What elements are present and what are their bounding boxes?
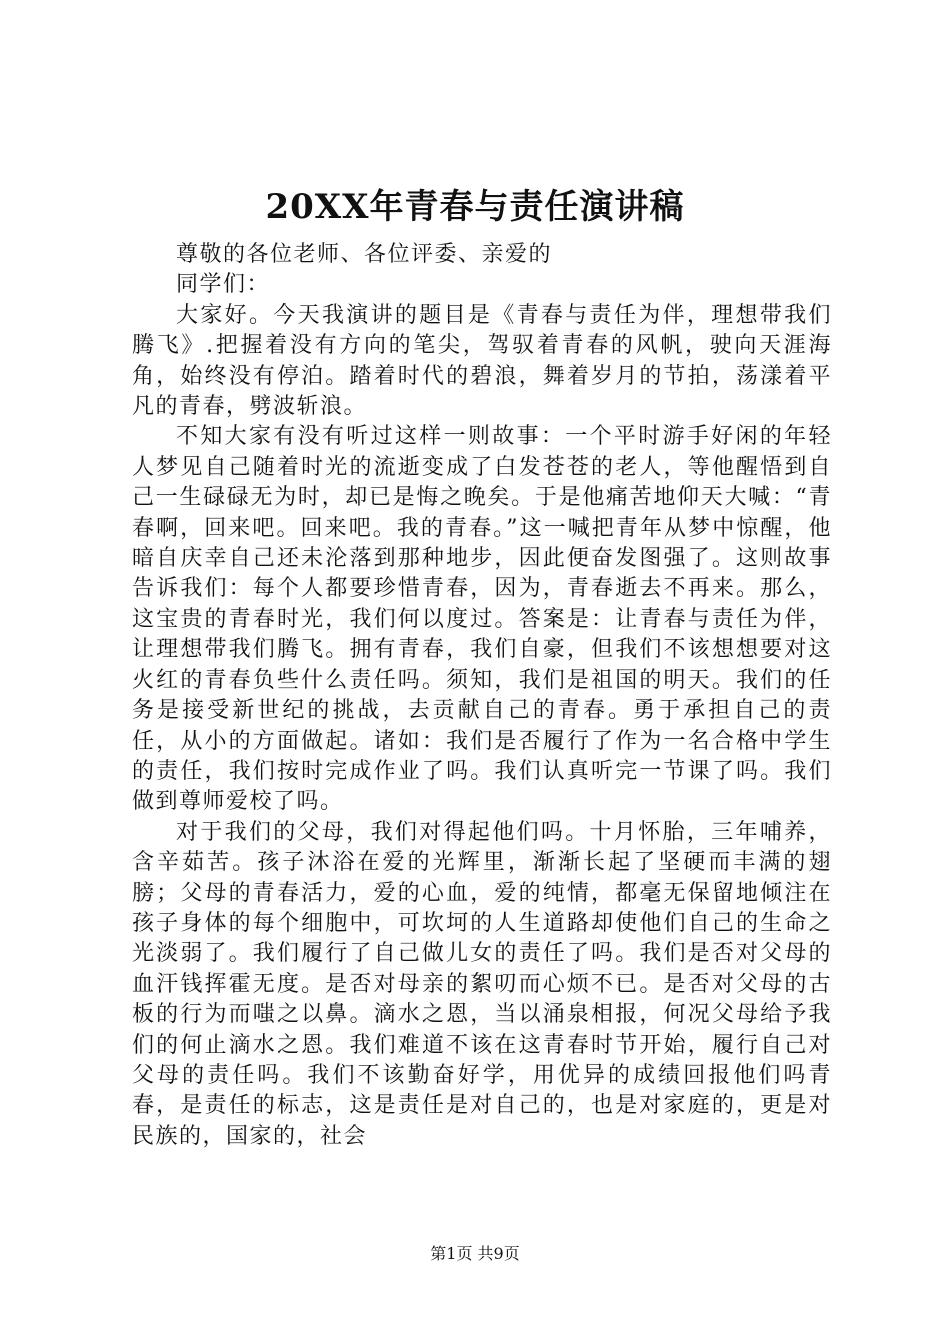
body-paragraph: 对于我们的父母，我们对得起他们吗。十月怀胎，三年哺养，含辛茹苦。孩子沐浴在爱的光辉里，渐渐长起了坚硬而丰满的翅膀；父母的青春活力，爱的心血，爱的纯情，都毫无保留地倾注在孩子身体的每个细胞中，可坎坷的人生道路却使他们自己的生命之光淡弱了。我们履行了自己做儿女的责任了吗。我们是否对父母的血汗钱挥霍无度。是否对母亲的絮叨而心烦不已。是否对父母的古板的行为而嗤之以鼻。滴水之恩，当以涌泉相报，何况父母给予我们的何止滴水之恩。我们难道不该在这青春时节开始，履行自己对父母的责任吗。我们不该勤奋好学，用优异的成绩回报他们吗青春，是责任的标志，这是责任是对自己的，也是对家庭的，更是对民族的，国家的，社会 <box>132 819 832 1149</box>
document-body <box>132 240 832 1152</box>
body-paragraph: 不知大家有没有听过这样一则故事：一个平时游手好闲的年轻人梦见自己随着时光的流逝变成了白发苍苍的老人，等他醒悟到自己一生碌碌无为时，却已是悔之晚矣。于是他痛苦地仰天大喊：“青春啊，回来吧。回来吧。我的青春。”这一喊把青年从梦中惊醒，他暗自庆幸自己还未沦落到那种地步，因此便奋发图强了。这则故事告诉我们：每个人都要珍惜青春，因为，青春逝去不再来。那么，这宝贵的青春时光，我们何以度过。答案是：让青春与责任为伴，让理想带我们腾飞。拥有青春，我们自豪，但我们不该想想要对这火红的青春负些什么责任吗。须知，我们是祖国的明天。我们的任务是接受新世纪的挑战，去贡献自己的青春。勇于承担自己的责任，从小的方面做起。诸如：我们是否履行了作为一名合格中学生的责任，我们按时完成作业了吗。我们认真听完一节课了吗。我们做到尊师爱校了吗。 <box>132 424 832 815</box>
document-title: 20XX年青春与责任演讲稿 <box>265 187 685 227</box>
page-number-footer: 第1页 共9页 <box>430 1244 520 1263</box>
salutation-line: 同学们： <box>176 272 271 298</box>
salutation-line: 尊敬的各位老师、各位评委、亲爱的 <box>176 242 553 267</box>
body-paragraph: 大家好。今天我演讲的题目是《青春与责任为伴，理想带我们腾飞》.把握着没有方向的笔尖，驾驭着青春的风帆，驶向天涯海角，始终没有停泊。踏着时代的碧浪，舞着岁月的节拍，荡漾着平凡的青春，劈波斩浪。 <box>132 302 832 420</box>
